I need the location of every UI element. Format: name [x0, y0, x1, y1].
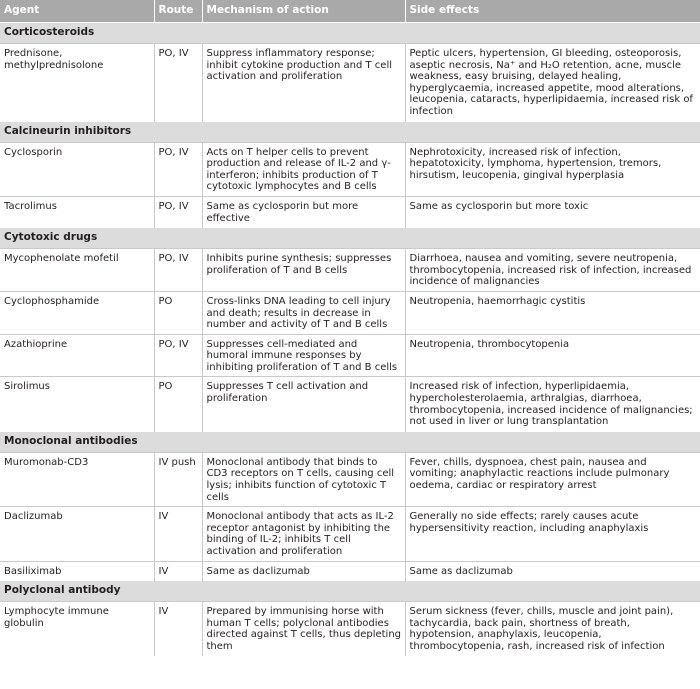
- cell-side-effects: Generally no side effects; rarely causes acute hypersensitivity reaction, including anaphylaxis: [405, 507, 700, 561]
- table-row: [0, 291, 700, 334]
- cell-route: PO: [154, 291, 202, 334]
- cell-side-effects: Diarrhoea, nausea and vomiting, severe neutropenia, thrombocytopenia, increased risk of infection, increased incidence of malignancies: [405, 249, 700, 292]
- table-row: [0, 196, 700, 227]
- category-label: Corticosteroids: [0, 23, 700, 44]
- cell-agent: Sirolimus: [0, 377, 154, 431]
- cell-agent: Tacrolimus: [0, 196, 154, 227]
- cell-mechanism: Suppresses T cell activation and proliferation: [202, 377, 405, 431]
- category-label: Cytotoxic drugs: [0, 228, 700, 249]
- cell-side-effects: Serum sickness (fever, chills, muscle and joint pain), tachycardia, back pain, shortness of breath, hypotension, anaphylaxis, leucopenia, thrombocytopenia, rash, increased risk of infection: [405, 602, 700, 656]
- cell-side-effects: Neutropenia, haemorrhagic cystitis: [405, 291, 700, 334]
- table-row: [0, 452, 700, 506]
- category-row: [0, 121, 700, 142]
- cell-mechanism: Monoclonal antibody that acts as IL-2 receptor antagonist by inhibiting the binding of IL-2; inhibits T cell activation and proliferation: [202, 507, 405, 561]
- cell-side-effects: Increased risk of infection, hyperlipidaemia, hypercholesterolaemia, arthralgias, diarrhoea, thrombocytopenia, increased incidence of malignancies; not used in liver or lung transplantation: [405, 377, 700, 431]
- cell-mechanism: Same as daclizumab: [202, 561, 405, 581]
- category-label: Monoclonal antibodies: [0, 431, 700, 452]
- cell-side-effects: Nephrotoxicity, increased risk of infection, hepatotoxicity, lymphoma, hypertension, tremors, hirsutism, leucopenia, gingival hyperplasia: [405, 142, 700, 196]
- cell-agent: Prednisone, methylprednisolone: [0, 44, 154, 122]
- cell-agent: Mycophenolate mofetil: [0, 249, 154, 292]
- header-mechanism: Mechanism of action: [202, 0, 405, 23]
- cell-side-effects: Fever, chills, dyspnoea, chest pain, nausea and vomiting; anaphylactic reactions include pulmonary oedema, cardiac or respiratory arrest: [405, 452, 700, 506]
- cell-agent: Azathioprine: [0, 334, 154, 377]
- category-row: [0, 581, 700, 602]
- table-row: [0, 249, 700, 292]
- table-row: [0, 334, 700, 377]
- cell-mechanism: Monoclonal antibody that binds to CD3 receptors on T cells, causing cell lysis; inhibits function of cytotoxic T cells: [202, 452, 405, 506]
- cell-side-effects: Same as cyclosporin but more toxic: [405, 196, 700, 227]
- cell-mechanism: Suppress inflammatory response; inhibit cytokine production and T cell activation and proliferation: [202, 44, 405, 122]
- cell-route: IV: [154, 507, 202, 561]
- cell-side-effects: Neutropenia, thrombocytopenia: [405, 334, 700, 377]
- cell-agent: Daclizumab: [0, 507, 154, 561]
- table-row: [0, 44, 700, 122]
- cell-route: PO, IV: [154, 334, 202, 377]
- header-route: Route: [154, 0, 202, 23]
- table-row: [0, 142, 700, 196]
- header-side-effects: Side effects: [405, 0, 700, 23]
- header-row: [0, 0, 700, 23]
- table-body: [0, 23, 700, 656]
- cell-agent: Cyclophosphamide: [0, 291, 154, 334]
- category-label: Polyclonal antibody: [0, 581, 700, 602]
- table-row: [0, 377, 700, 431]
- table-row: [0, 507, 700, 561]
- category-label: Calcineurin inhibitors: [0, 121, 700, 142]
- cell-route: PO: [154, 377, 202, 431]
- cell-route: PO, IV: [154, 249, 202, 292]
- cell-mechanism: Inhibits purine synthesis; suppresses proliferation of T and B cells: [202, 249, 405, 292]
- table-row: [0, 602, 700, 656]
- cell-route: IV push: [154, 452, 202, 506]
- cell-mechanism: Prepared by immunising horse with human T cells; polyclonal antibodies directed against T cells, thus depleting them: [202, 602, 405, 656]
- cell-route: IV: [154, 602, 202, 656]
- category-row: [0, 431, 700, 452]
- cell-route: IV: [154, 561, 202, 581]
- cell-side-effects: Same as daclizumab: [405, 561, 700, 581]
- cell-mechanism: Acts on T helper cells to prevent production and release of IL-2 and γ-interferon; inhibits production of T cytotoxic lymphocytes and B cells: [202, 142, 405, 196]
- cell-mechanism: Cross-links DNA leading to cell injury and death; results in decrease in number and activity of T and B cells: [202, 291, 405, 334]
- cell-agent: Cyclosporin: [0, 142, 154, 196]
- cell-route: PO, IV: [154, 142, 202, 196]
- cell-route: PO, IV: [154, 196, 202, 227]
- cell-agent: Lymphocyte immune globulin: [0, 602, 154, 656]
- category-row: [0, 23, 700, 44]
- category-row: [0, 228, 700, 249]
- cell-side-effects: Peptic ulcers, hypertension, GI bleeding, osteoporosis, aseptic necrosis, Na⁺ and H₂O retention, acne, muscle weakness, easy bruising, delayed healing, hyperglycaemia, increased appetite, mood alterations, leucopenia, cataracts, hyperlipidaemia, increased risk of infection: [405, 44, 700, 122]
- table-row: [0, 561, 700, 581]
- cell-mechanism: Same as cyclosporin but more effective: [202, 196, 405, 227]
- cell-route: PO, IV: [154, 44, 202, 122]
- header-agent: Agent: [0, 0, 154, 23]
- cell-agent: Muromonab-CD3: [0, 452, 154, 506]
- cell-agent: Basiliximab: [0, 561, 154, 581]
- cell-mechanism: Suppresses cell-mediated and humoral immune responses by inhibiting proliferation of T and B cells: [202, 334, 405, 377]
